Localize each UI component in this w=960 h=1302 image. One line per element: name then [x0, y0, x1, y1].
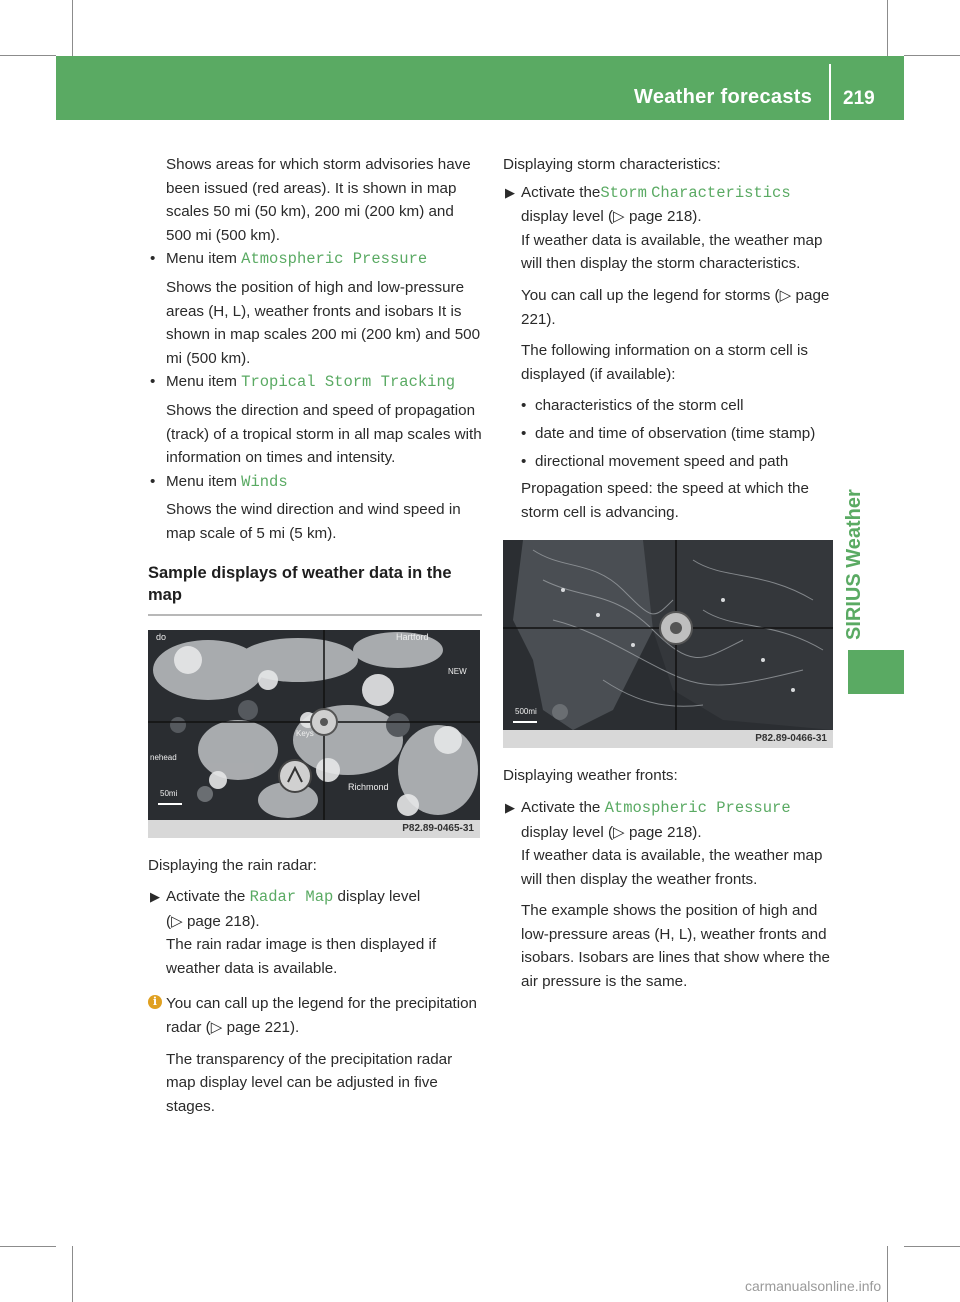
header-separator: [829, 64, 831, 120]
menu-item-label[interactable]: Tropical Storm Tracking: [241, 373, 456, 392]
page-number: 219: [843, 88, 875, 109]
menu-item-entry: [148, 247, 482, 272]
radar-intro: Displaying the rain radar:: [148, 856, 317, 874]
radar-map-graphic: [148, 630, 480, 838]
map-scale-label: 50mi: [160, 788, 178, 798]
page-ref[interactable]: page 221).: [226, 1019, 300, 1037]
map-label: Hartford: [396, 631, 429, 642]
note-text: You can call up the legend for the precipitation radar (: [166, 995, 478, 1037]
menu-item-description: Shows the wind direction and wind speed in map scale of 5 mi (5 km).: [166, 501, 461, 542]
page-ref-icon: ▷: [613, 208, 625, 226]
page-ref[interactable]: page 218).: [628, 208, 702, 226]
display-level-label[interactable]: Atmospheric Pressure: [604, 798, 791, 817]
storm-intro: Displaying storm characteristics:: [503, 156, 721, 173]
page-ref[interactable]: page 218).: [186, 912, 260, 930]
map-scale-label: 500mi: [515, 707, 537, 717]
map-label: nehead: [150, 752, 177, 762]
step-prefix: Activate the: [521, 798, 601, 816]
crop-mark: [887, 1246, 888, 1302]
section-tab-label: SIRIUS Weather: [843, 489, 865, 640]
info-note: [148, 992, 482, 1039]
svg-text:do: do: [156, 631, 167, 642]
crop-mark: [904, 55, 960, 56]
arrow-right-icon: ▶: [505, 184, 515, 200]
image-caption: [503, 730, 833, 748]
display-level-label[interactable]: Storm: [600, 183, 647, 202]
image-code: P82.89-0466-31: [755, 733, 827, 745]
page-ref-icon: ▷: [779, 286, 792, 304]
fronts-example: The example shows the position of high and low-pressure areas (H, L), weather fronts and isobars. Isobars are lines that show where the air pressure is the same.: [521, 902, 830, 991]
step-prefix: Activate the: [166, 888, 246, 906]
storm-advisory-text: Shows areas for which storm advisories have been issued (red areas). It is shown in map scales 50 mi (50 km), 200 mi (200 km) and 500 mi (500 km).: [166, 156, 471, 244]
radar-map-image: [148, 630, 480, 838]
crop-mark: [904, 1246, 960, 1247]
bullet-icon: •: [150, 250, 156, 268]
menu-item-entry: [148, 470, 482, 495]
map-label: Keys: [296, 728, 314, 738]
menu-item-prefix: Menu item: [166, 373, 237, 391]
info-icon: i: [148, 995, 162, 1009]
crop-mark: [72, 1246, 73, 1302]
section-tab-marker: [848, 650, 904, 694]
menu-item-label[interactable]: Atmospheric Pressure: [241, 250, 428, 269]
page-title: Weather forecasts: [634, 86, 813, 108]
menu-item-entry: [148, 370, 482, 395]
legend-text: You can call up the legend for storms (: [521, 286, 780, 304]
list-item: [503, 450, 835, 474]
fronts-intro: Displaying weather fronts:: [503, 767, 678, 785]
propagation-text: Propagation speed: the speed at which the storm cell is advancing.: [521, 480, 809, 521]
menu-item-description: Shows the position of high and low-pressure areas (H, L), weather fronts and isobars It is shown in map scales 200 mi (200 km) and 500 mi (500 km).: [166, 278, 481, 367]
arrow-right-icon: ▶: [150, 889, 160, 905]
heading-rule: [148, 614, 482, 616]
image-caption: [148, 820, 480, 838]
step-suffix: display level (: [521, 823, 614, 841]
display-level-label[interactable]: Characteristics: [651, 183, 791, 202]
page-ref[interactable]: page 218).: [628, 823, 702, 841]
menu-item-label[interactable]: Winds: [241, 472, 288, 491]
menu-item-prefix: Menu item: [166, 472, 237, 490]
page-ref[interactable]: page 221).: [521, 286, 830, 328]
left-column: [148, 153, 482, 1118]
storm-map-graphic: [503, 540, 833, 748]
list-item-text: directional movement speed and path: [535, 452, 789, 470]
instruction-step: ▶ Activate the Radar Map display level (▷ page 218). The rain radar image is then displayed if weather data is available.: [148, 885, 482, 980]
map-label: NEW: [448, 666, 467, 676]
footer-watermark: carmanualsonline.info: [745, 1278, 882, 1294]
legend-note: [503, 284, 835, 331]
crop-mark: [887, 0, 888, 56]
storm-map-image: [503, 540, 833, 748]
image-code: P82.89-0465-31: [402, 822, 474, 834]
step-suffix: display level (: [521, 208, 614, 226]
step-result: If weather data is available, the weather map will then display the weather fronts.: [521, 847, 823, 888]
page-ref-icon: ▷: [171, 912, 183, 930]
crop-mark: [0, 55, 56, 56]
instruction-step: [503, 181, 835, 276]
map-label: Richmond: [348, 781, 389, 792]
menu-item-prefix: Menu item: [166, 250, 237, 268]
step-prefix: Activate the: [521, 183, 601, 201]
list-item-text: characteristics of the storm cell: [535, 397, 744, 415]
storm-info-text: The following information on a storm cell is displayed (if available):: [521, 342, 808, 383]
bullet-icon: •: [150, 472, 156, 490]
note-text-secondary: The transparency of the precipitation radar map display level can be adjusted in five stages.: [166, 1050, 453, 1115]
step-result: If weather data is available, the weather map will then display the storm characteristics.: [521, 231, 823, 273]
crop-mark: [0, 1246, 56, 1247]
bullet-icon: •: [150, 373, 156, 391]
arrow-right-icon: ▶: [505, 799, 515, 815]
page-ref-icon: ▷: [210, 1019, 223, 1037]
crop-mark: [72, 0, 73, 56]
section-heading: Sample displays of weather data in the map: [148, 563, 452, 604]
page-ref-icon: ▷: [613, 823, 625, 841]
bullet-icon: •: [521, 424, 527, 442]
menu-item-description: Shows the direction and speed of propagation (track) of a tropical storm in all map scales with information on times and intensity.: [166, 401, 482, 467]
list-item: [503, 422, 835, 446]
list-item-text: date and time of observation (time stamp): [535, 424, 816, 442]
bullet-icon: •: [521, 452, 527, 470]
step-suffix: display level: [337, 888, 421, 906]
right-column: [503, 153, 835, 994]
list-item: [503, 394, 835, 418]
bullet-icon: •: [521, 397, 527, 415]
step-result: The rain radar image is then displayed if weather data is available.: [166, 936, 437, 977]
instruction-step: [503, 796, 835, 891]
display-level-label[interactable]: Radar Map: [249, 888, 334, 907]
